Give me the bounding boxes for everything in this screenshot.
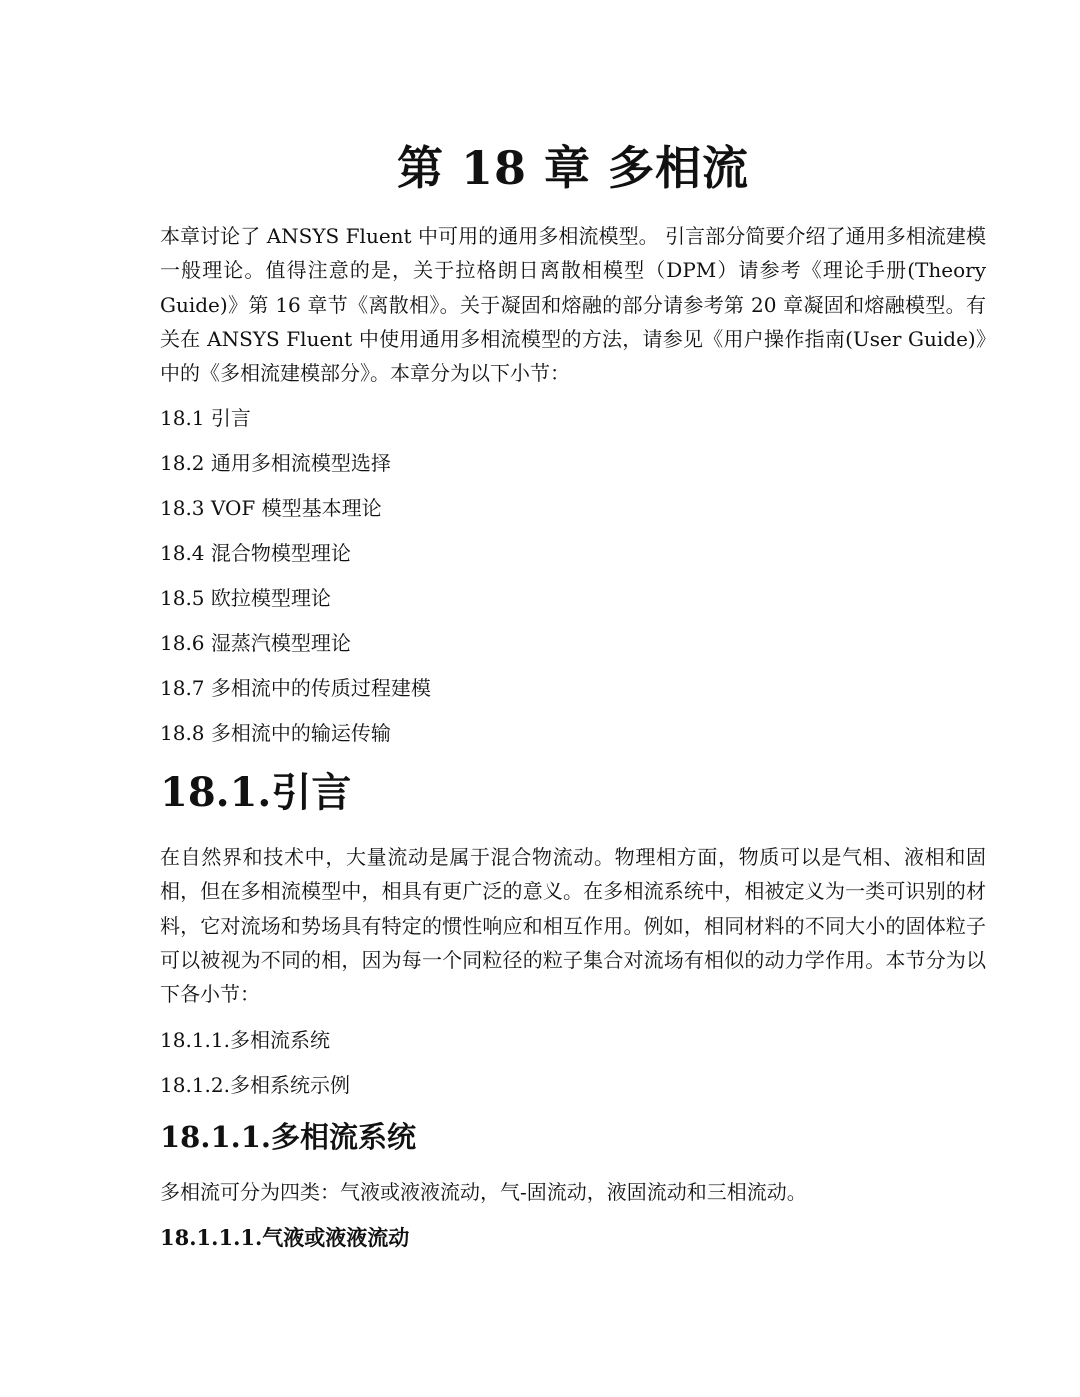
section-18-1-paragraph: 在自然界和技术中，大量流动是属于混合物流动。物理相方面，物质可以是气相、液相和固相，但在多相流模型中，相具有更广泛的意义。在多相流系统中，相被定义为一类可识别的材料，它对流场和势场具有特定的惯性响应和相互作用。例如，相同材料的不同大小的固体粒子可以被视为不同的相，因为每一个同粒径的粒子集合对流场有相似的动力学作用。本节分为以下各小节： [160, 845, 986, 1007]
toc-item: 18.5 欧拉模型理论 [160, 586, 331, 610]
toc-item: 18.8 多相流中的输运传输 [160, 721, 391, 745]
section-18-1-1-paragraph: 多相流可分为四类：气液或液液流动，气-固流动，液固流动和三相流动。 [160, 1180, 807, 1204]
section-heading-18-1-1: 18.1.1.多相流系统 [160, 1120, 417, 1154]
section-heading-18-1-1-1: 18.1.1.1.气液或液液流动 [160, 1225, 410, 1250]
subsection-link: 18.1.1.多相流系统 [160, 1028, 330, 1052]
toc-item: 18.2 通用多相流模型选择 [160, 451, 391, 475]
toc-item: 18.1 引言 [160, 406, 251, 430]
section-heading-18-1: 18.1.引言 [160, 769, 352, 816]
chapter-title: 第 18 章 多相流 [396, 141, 750, 195]
toc-item: 18.7 多相流中的传质过程建模 [160, 676, 431, 700]
toc-item: 18.3 VOF 模型基本理论 [160, 496, 382, 520]
toc-item: 18.4 混合物模型理论 [160, 541, 351, 565]
subsection-link: 18.1.2.多相系统示例 [160, 1073, 350, 1097]
toc-item: 18.6 湿蒸汽模型理论 [160, 631, 351, 655]
intro-paragraph: 本章讨论了 ANSYS Fluent 中可用的通用多相流模型。 引言部分简要介绍了通用多相流建模一般理论。值得注意的是，关于拉格朗日离散相模型（DPM）请参考《理论手册(Theory Guide)》第 16 章节《离散相》。关于凝固和熔融的部分请参考第 20 章凝固和熔融模型。有关在 ANSYS Fluent 中使用通用多相流模型的方法，请参见《用户操作指南(User Guide)》中的《多相流建模部分》。本章分为以下小节： [160, 224, 986, 386]
